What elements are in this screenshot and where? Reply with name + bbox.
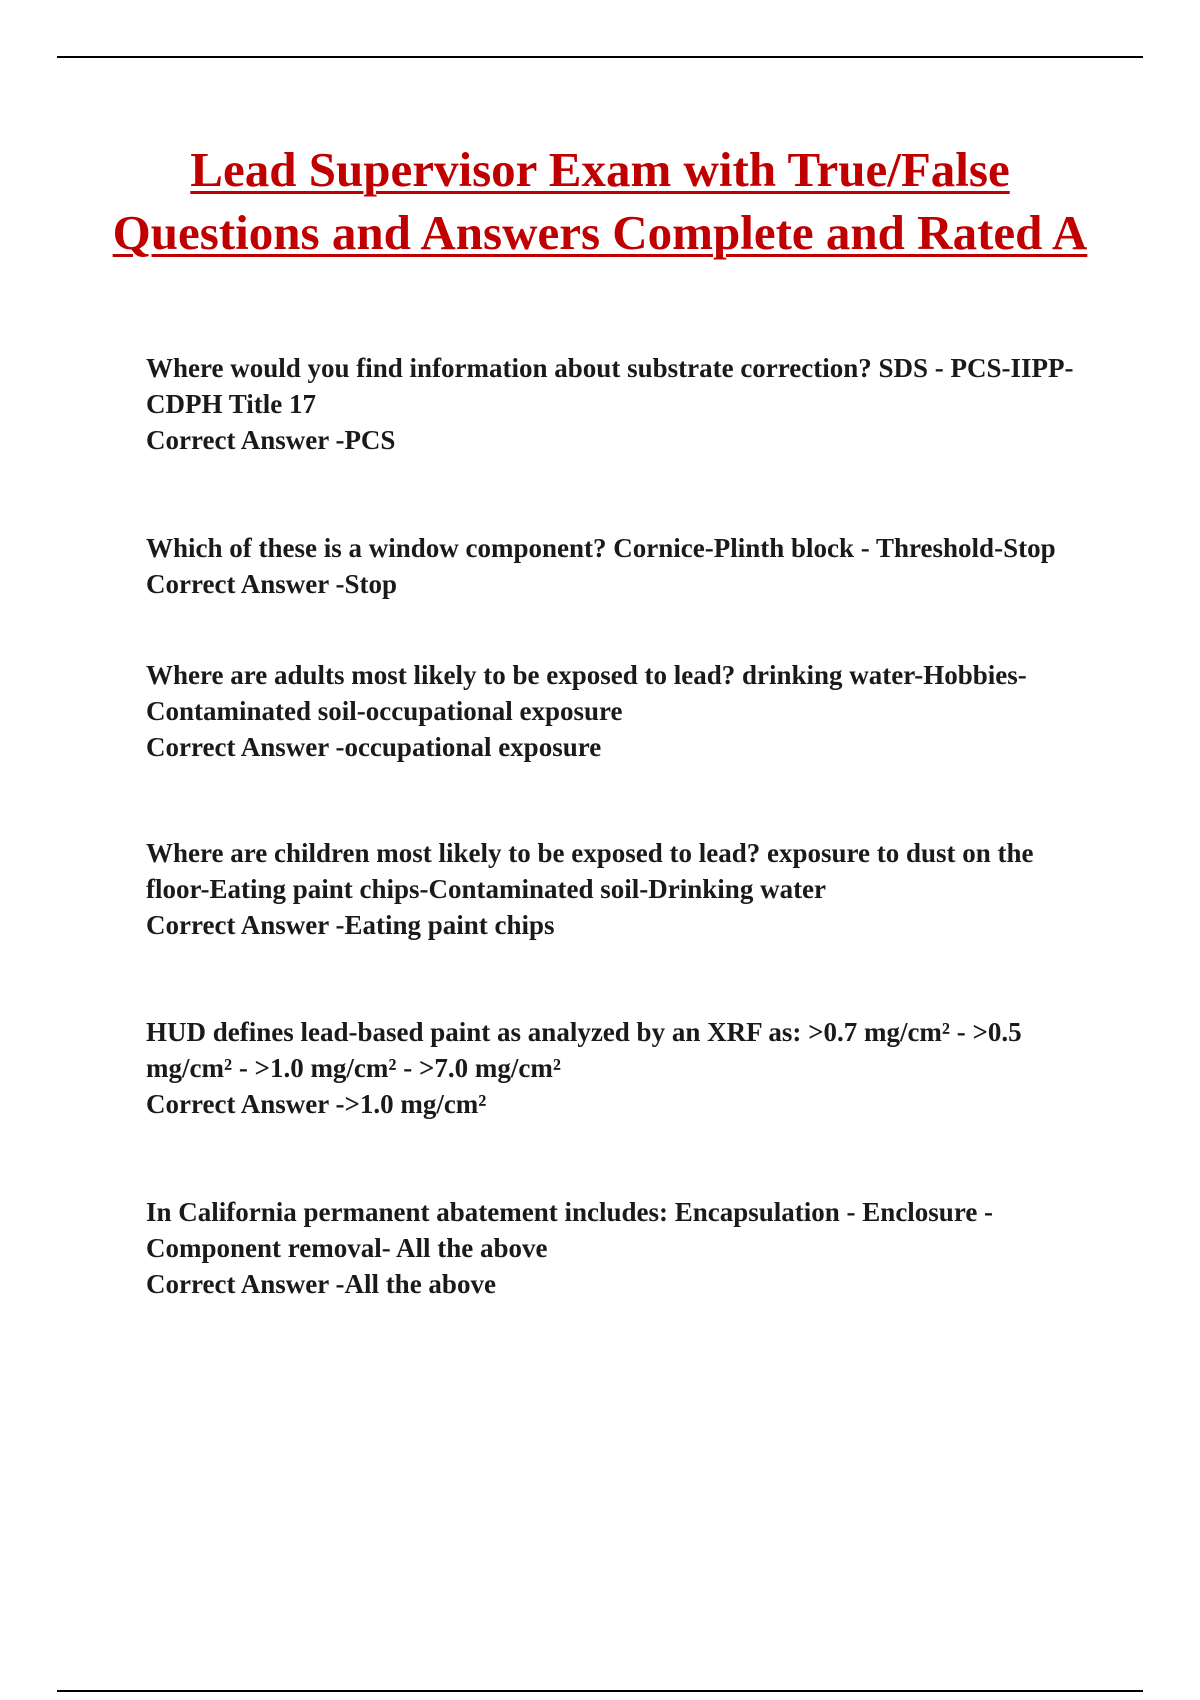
answer-text: Correct Answer -All the above [146,1269,496,1299]
answer-text: Correct Answer -Stop [146,569,397,599]
question-text: Where are children most likely to be exposed to lead? exposure to dust on the floor-Eating paint chips-Contaminated soil-Drinking water [146,838,1034,904]
answer-text: Correct Answer -occupational exposure [146,732,602,762]
qa-item-4 [146,835,1092,943]
question-text: In California permanent abatement includes: Encapsulation - Enclosure - Component removal- All the above [146,1197,994,1263]
question-text: HUD defines lead-based paint as analyzed by an XRF as: >0.7 mg/cm² - >0.5 mg/cm² - >1.0 mg/cm² - >7.0 mg/cm² [146,1017,1022,1083]
footer-rule [57,1690,1143,1692]
qa-item-1 [146,350,1092,458]
header-rule [57,56,1143,58]
answer-text: Correct Answer -PCS [146,425,396,455]
qa-item-6 [146,1194,1092,1302]
document-title: Lead Supervisor Exam with True/False Questions and Answers Complete and Rated A [112,142,1088,260]
answer-text: Correct Answer -Eating paint chips [146,910,555,940]
answer-text: Correct Answer ->1.0 mg/cm² [146,1089,487,1119]
qa-item-5 [146,1014,1092,1122]
qa-item-3 [146,657,1092,765]
qa-item-2 [146,530,1092,602]
question-text: Which of these is a window component? Cornice-Plinth block - Threshold-Stop [146,533,1056,563]
question-text: Where would you find information about substrate correction? SDS - PCS-IIPP-CDPH Title 17 [146,353,1074,419]
question-text: Where are adults most likely to be exposed to lead? drinking water-Hobbies-Contaminated soil-occupational exposure [146,660,1027,726]
